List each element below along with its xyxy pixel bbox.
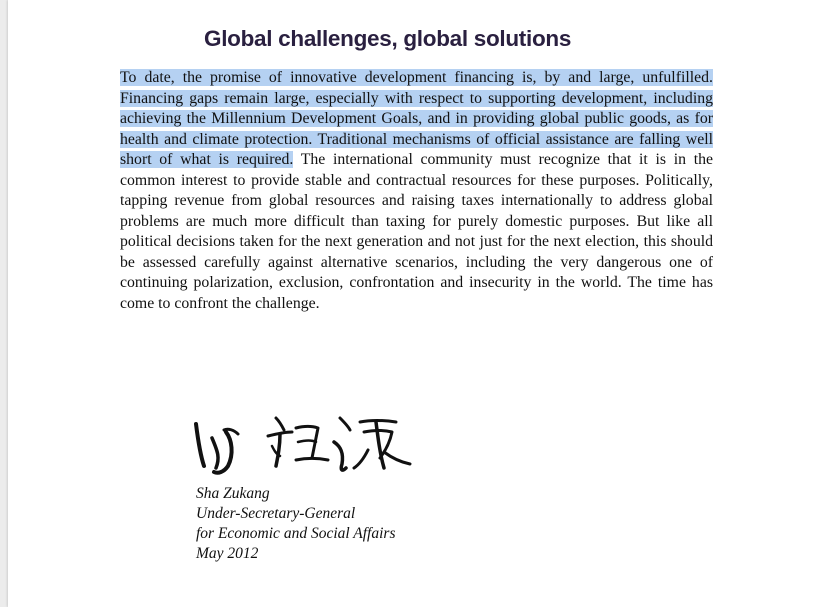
signatory-name: Sha Zukang xyxy=(196,485,270,502)
paragraph-text[interactable]: The international community must recognize that it is in the common interest to provide stable and contractual resources for these purposes. Politically, tapping revenue from global resources and raising taxes internationally to address global problems are much more difficult than taxing for purely domestic purposes. But like all political decisions taken for the next generation and not just for the next election, this should be assessed carefully against alternative scenarios, including the very dangerous one of continuing polarization, exclusion, confrontation and insecurity in the world. The time has come to confront the challenge. xyxy=(120,151,714,312)
signatory-position: Under-Secretary-General xyxy=(196,505,356,522)
signature-block xyxy=(196,484,395,564)
signature-date: May 2012 xyxy=(196,545,259,562)
handwritten-signature xyxy=(184,402,424,482)
text-selection[interactable]: To date, the promise of innovative development financing is, by and large, unfulfilled. Financing gaps remain large, especially with respect to supporting development, including achieving the Millennium Development Goals, and in providing global public goods, as for health and climate protection. Traditional mechanisms of official assistance are falling well short of what is required. xyxy=(120,69,713,168)
signatory-department: for Economic and Social Affairs xyxy=(196,525,396,542)
document-page xyxy=(8,0,816,607)
page-title: Global challenges, global solutions xyxy=(204,26,572,51)
body-paragraph[interactable] xyxy=(120,68,713,314)
